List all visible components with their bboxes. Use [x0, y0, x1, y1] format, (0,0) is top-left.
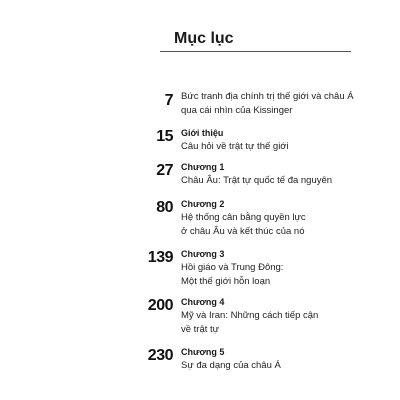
page-number: 27 — [156, 162, 173, 179]
entry-title-line: ở châu Âu và kết thúc của nó — [181, 226, 305, 237]
toc-title: Mục lục — [174, 30, 234, 47]
page-number: 230 — [147, 347, 173, 364]
entry-title-line: qua cái nhìn của Kissinger — [181, 105, 293, 116]
entry-text — [181, 90, 396, 118]
page-number: 139 — [147, 249, 173, 266]
entry-title-line: Bức tranh địa chính trị thế giới và châu Á — [181, 91, 354, 102]
chapter-label: Giới thiệu — [181, 128, 224, 138]
entry-title-line: Hệ thống cân bằng quyền lực — [181, 212, 306, 223]
entry-title-line: Câu hỏi về trật tự thế giới — [181, 141, 289, 152]
entry-title-line: Mỹ và Iran: Những cách tiếp cận — [181, 310, 319, 321]
page-number: 7 — [164, 92, 173, 109]
page-number: 80 — [156, 199, 173, 216]
page-number: 200 — [147, 297, 173, 314]
entry-text — [181, 345, 396, 373]
entry-title-line: Sự đa dạng của châu Á — [181, 360, 281, 371]
chapter-label: Chương 4 — [181, 297, 225, 307]
chapter-label: Chương 2 — [181, 199, 225, 209]
chapter-label: Chương 1 — [181, 162, 225, 172]
entry-title-line: Châu Âu: Trật tự quốc tế đa nguyên — [181, 175, 333, 186]
title-underline — [160, 51, 351, 52]
page-number: 15 — [156, 128, 173, 145]
entry-title-line: Một thế giới hỗn loạn — [181, 276, 271, 287]
entry-title-line: Hồi giáo và Trung Đông: — [181, 262, 284, 273]
entry-text — [181, 295, 396, 337]
chapter-label: Chương 3 — [181, 249, 225, 259]
entry-text — [181, 126, 396, 154]
chapter-label: Chương 5 — [181, 347, 225, 357]
entry-title-line: về trật tự — [181, 324, 220, 335]
entry-text — [181, 197, 396, 239]
entry-text — [181, 247, 396, 289]
entry-text — [181, 160, 396, 188]
